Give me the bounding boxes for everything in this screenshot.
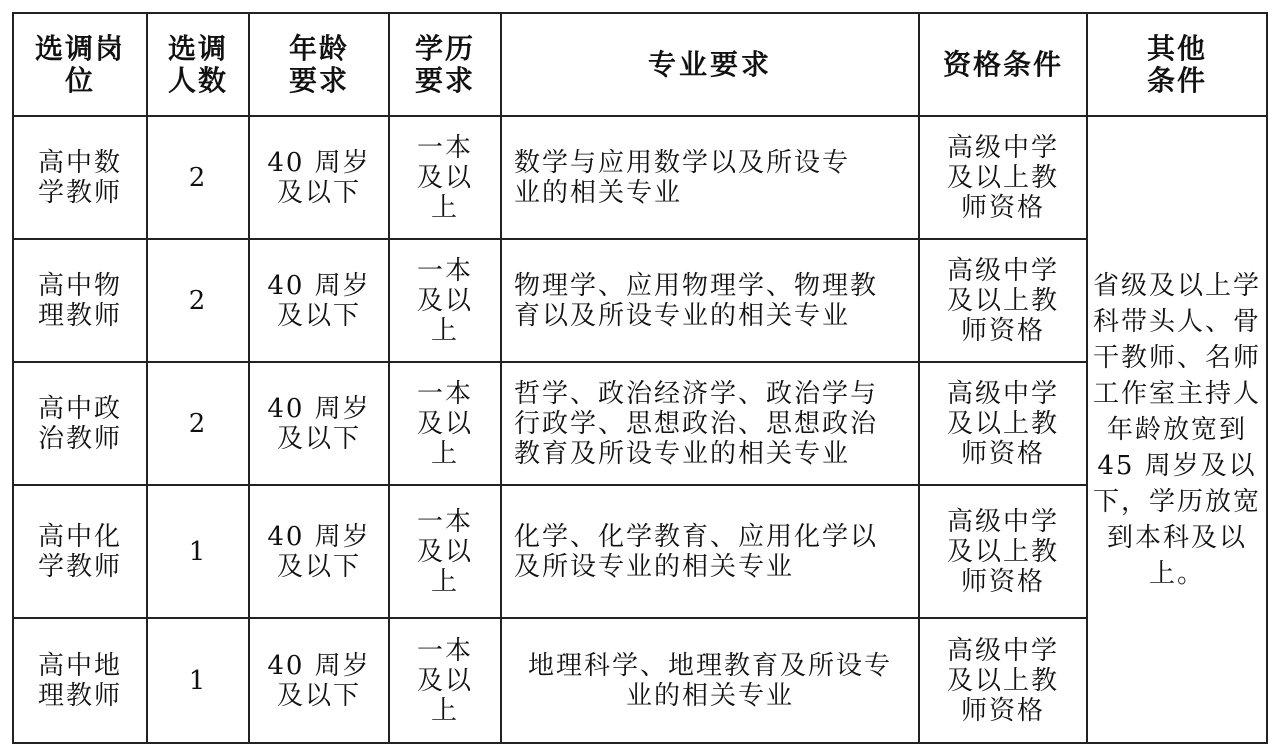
qualification-text: 高级中学 及以上教 师资格 <box>946 255 1059 346</box>
count-cell <box>147 485 249 618</box>
post-text: 高中政 治教师 <box>37 393 122 454</box>
other-conditions-cell <box>1087 116 1267 743</box>
major-cell <box>501 618 919 743</box>
qualification-cell <box>919 362 1087 485</box>
count-cell <box>147 362 249 485</box>
header-count-label: 选调 人数 <box>167 31 228 97</box>
count-text: 1 <box>188 665 208 696</box>
age-cell <box>249 116 389 239</box>
header-post <box>13 13 147 116</box>
table-row <box>13 485 1267 618</box>
header-education <box>389 13 501 116</box>
major-text: 地理科学、地理教育及所设专 业的相关专业 <box>527 650 892 711</box>
post-cell <box>13 618 147 743</box>
count-text: 2 <box>188 285 208 316</box>
table-row <box>13 362 1267 485</box>
recruitment-table <box>12 12 1268 744</box>
major-text: 数学与应用数学以及所设专 业的相关专业 <box>514 147 851 208</box>
education-cell <box>389 485 501 618</box>
count-text: 1 <box>188 536 208 567</box>
education-cell <box>389 618 501 743</box>
qualification-cell <box>919 618 1087 743</box>
table-row <box>13 239 1267 362</box>
table-row <box>13 618 1267 743</box>
header-major-label: 专业要求 <box>647 47 772 81</box>
age-text: 40 周岁 及以下 <box>267 270 371 331</box>
post-cell <box>13 116 147 239</box>
major-text: 物理学、应用物理学、物理教 育以及所设专业的相关专业 <box>514 270 879 331</box>
header-row <box>13 13 1267 116</box>
major-text: 化学、化学教育、应用化学以 及所设专业的相关专业 <box>514 521 879 582</box>
education-text: 一本 及以 上 <box>416 506 473 597</box>
education-text: 一本 及以 上 <box>416 132 473 223</box>
header-education-label: 学历 要求 <box>414 31 475 97</box>
header-major <box>501 13 919 116</box>
qualification-text: 高级中学 及以上教 师资格 <box>946 378 1059 469</box>
age-cell <box>249 362 389 485</box>
count-cell <box>147 116 249 239</box>
major-cell <box>501 239 919 362</box>
header-age-label: 年龄 要求 <box>288 31 349 97</box>
header-post-label: 选调岗 位 <box>34 31 125 97</box>
table-row <box>13 116 1267 239</box>
education-text: 一本 及以 上 <box>416 255 473 346</box>
count-cell <box>147 618 249 743</box>
count-text: 2 <box>188 162 208 193</box>
header-other <box>1087 13 1267 116</box>
major-cell <box>501 485 919 618</box>
qualification-text: 高级中学 及以上教 师资格 <box>946 635 1059 726</box>
post-cell <box>13 239 147 362</box>
education-text: 一本 及以 上 <box>416 378 473 469</box>
age-text: 40 周岁 及以下 <box>267 521 371 582</box>
age-cell <box>249 239 389 362</box>
qualification-text: 高级中学 及以上教 师资格 <box>946 506 1059 597</box>
age-text: 40 周岁 及以下 <box>267 393 371 454</box>
header-age <box>249 13 389 116</box>
qualification-cell <box>919 485 1087 618</box>
count-text: 2 <box>188 408 208 439</box>
education-text: 一本 及以 上 <box>416 635 473 726</box>
post-text: 高中数 学教师 <box>37 147 122 208</box>
qualification-cell <box>919 239 1087 362</box>
age-text: 40 周岁 及以下 <box>267 650 371 711</box>
header-other-label: 其他 条件 <box>1146 31 1207 97</box>
education-cell <box>389 116 501 239</box>
major-cell <box>501 116 919 239</box>
major-text: 哲学、政治经济学、政治学与 行政学、思想政治、思想政治 教育及所设专业的相关专业 <box>514 378 879 469</box>
post-text: 高中地 理教师 <box>37 650 122 711</box>
education-cell <box>389 239 501 362</box>
header-count <box>147 13 249 116</box>
post-text: 高中物 理教师 <box>37 270 122 331</box>
other-conditions-text: 省级及以上学 科带头人、骨 干教师、名师 工作室主持人 年龄放宽到 45 周岁及以 下，学历放宽 到本科及以 上。 <box>1093 270 1262 589</box>
header-qualification-label: 资格条件 <box>942 47 1063 81</box>
age-cell <box>249 618 389 743</box>
header-qualification <box>919 13 1087 116</box>
post-cell <box>13 485 147 618</box>
education-cell <box>389 362 501 485</box>
qualification-text: 高级中学 及以上教 师资格 <box>946 132 1059 223</box>
major-cell <box>501 362 919 485</box>
post-cell <box>13 362 147 485</box>
qualification-cell <box>919 116 1087 239</box>
age-cell <box>249 485 389 618</box>
post-text: 高中化 学教师 <box>37 521 122 582</box>
count-cell <box>147 239 249 362</box>
age-text: 40 周岁 及以下 <box>267 147 371 208</box>
